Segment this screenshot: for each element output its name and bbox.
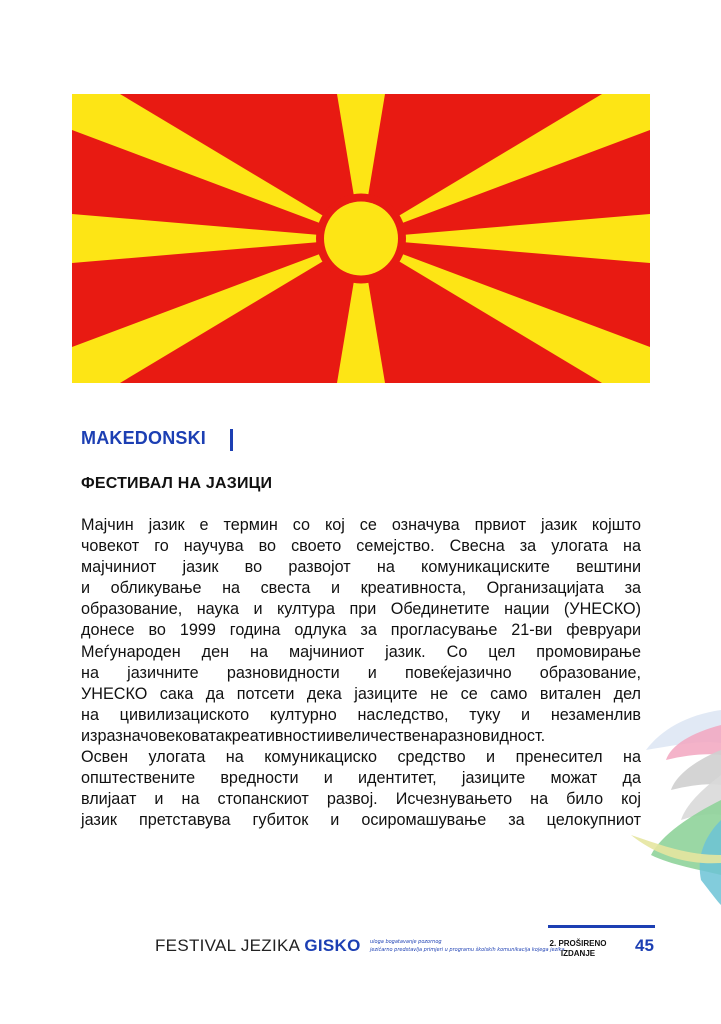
language-title: MAKEDONSKI [81, 428, 207, 448]
body-line: јазик претставува губиток и осиромашување за целокупниот [81, 811, 641, 830]
page-number: 45 [635, 936, 654, 955]
body-paragraph [81, 515, 641, 831]
footer-edition: 2. PROŠIRENO IZDANJE [549, 939, 607, 958]
body-line: изразначовековатакреативностиивеличественаразновидност. [81, 726, 546, 745]
body-line: донесе во 1999 година одлука за прогласување 21-ви февруари [81, 621, 641, 640]
footer-rule [548, 925, 655, 928]
flag-of-north-macedonia [72, 94, 650, 383]
section-heading: ФЕСТИВАЛ НА ЈАЗИЦИ [81, 475, 273, 492]
body-line: влијаат и на стопанскиот развој. Исчезнувањето на било кој [81, 790, 641, 809]
body-line: Мајчин јазик е термин со кој се означува првиот јазик којшто [81, 516, 641, 534]
body-line: и обликување на свеста и креативноста, Организацијата за [81, 579, 641, 598]
body-line: Освен улогата на комуникациско средство и пренесител на [81, 748, 641, 767]
footer-title-prefix: FESTIVAL JEZIKA [155, 936, 305, 955]
body-line: образование, наука и култура при Обединетите нации (УНЕСКО) [81, 600, 641, 619]
flag-graphic [72, 94, 650, 383]
body-line: Меѓународен ден на мајчиниот јазик. Со цел промовирање [81, 642, 641, 661]
body-line: општествените вредности и идентитет, јазиците можат да [81, 769, 641, 788]
body-line: мајчиниот јазик во развојот на комуникациските вештини [81, 558, 641, 577]
body-line: на јазичните разновидности и повеќејазично образование, [81, 663, 641, 682]
flag-sun-disc [324, 202, 398, 276]
title-divider-bar [230, 429, 233, 451]
body-line: УНЕСКО сака да потсети дека јазиците не се само витален дел [81, 684, 641, 703]
footer-tagline: uloga bogatavanje pozornog jezičarno predstavlja primjeri u programu školskih komunikacija kojega jezika [370, 939, 565, 953]
body-line: човекот го научува во своето семејство. Свесна за улогата на [81, 537, 641, 556]
body-line: на цивилизациското културно наследство, туку и незаменлив [81, 705, 641, 724]
footer-brand: GISKO [304, 936, 361, 955]
footer-title [155, 936, 361, 956]
